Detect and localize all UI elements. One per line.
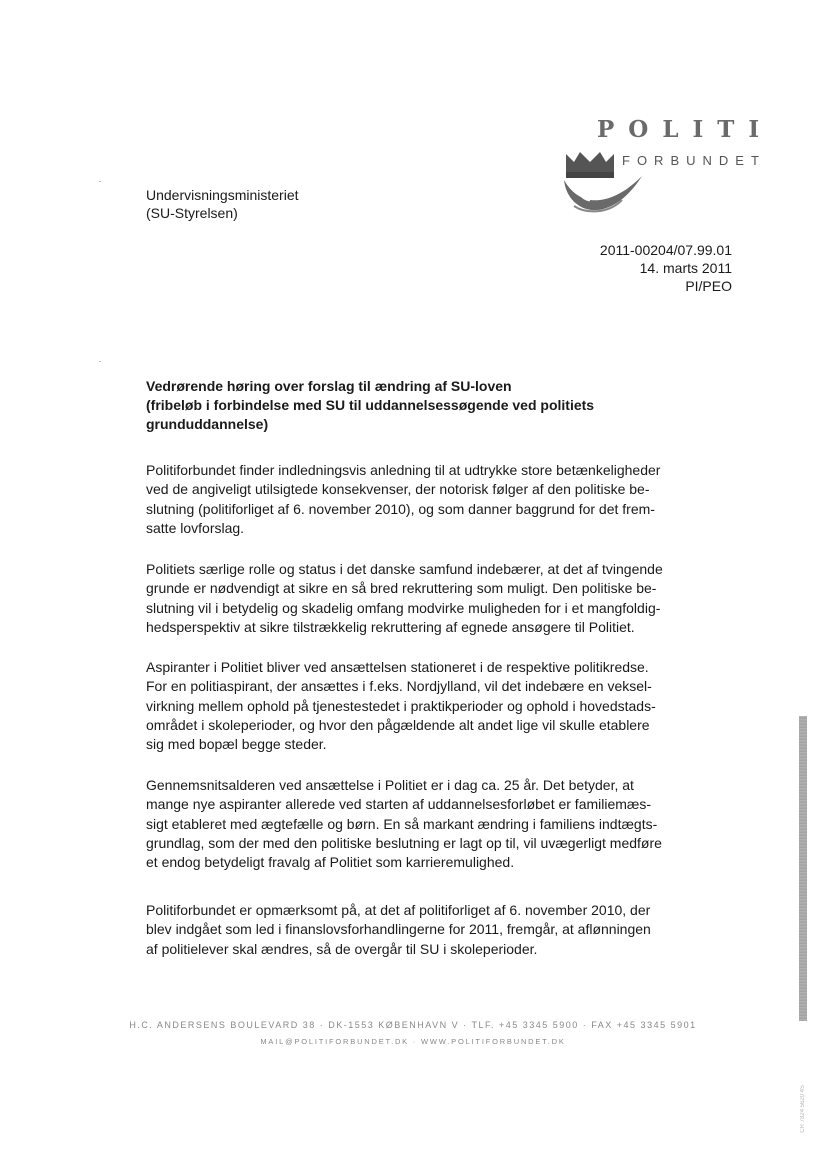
subject-line: grunduddannelse): [146, 416, 269, 432]
scan-code: CR 7824 5620 4S: [800, 1085, 806, 1133]
subject-line: (fribeløb i forbindelse med SU til uddannelsessøgende ved politiets: [146, 397, 595, 413]
paragraph-line: Aspiranter i Politiet bliver ved ansættelsen stationeret i de respektive politikredse.: [146, 659, 649, 675]
footer-contact: MAIL@POLITIFORBUNDET.DK · WWW.POLITIFORBUNDET.DK: [260, 1037, 566, 1046]
paragraph-line: For en politiaspirant, der ansættes i f.eks. Nordjylland, vil det indebære en veksel-: [146, 678, 652, 695]
paragraph-line: blev indgået som led i finanslovsforhandlingerne for 2011, fremgår, at aflønningen: [146, 921, 651, 938]
scan-edge-strip: [799, 716, 807, 1021]
body-paragraph-4: [146, 776, 736, 872]
subject-line: Vedrørende høring over forslag til ændring af SU-loven: [146, 378, 512, 394]
logo-subtitle: FORBUNDET: [622, 153, 766, 168]
body-paragraph-1: [146, 461, 736, 538]
recipient-name: Undervisningsministeriet: [146, 187, 299, 203]
paragraph-line: et endog betydeligt fravalg af Politiet som karrieremulighed.: [146, 854, 515, 871]
paragraph-line: mange nye aspiranter allerede ved starten af uddannelsesforløbet er familiemæs-: [146, 796, 652, 813]
paragraph-line: området i skoleperioder, og hvor den pågældende alt andet lige vil skulle etablere: [146, 716, 650, 733]
police-crown-emblem-icon: [560, 148, 645, 218]
paragraph-line: virkning mellem ophold på tjenestestedet i praktikperioder og ophold i hovedstads-: [146, 697, 656, 714]
sender-initials: PI/PEO: [685, 278, 732, 294]
recipient-department: (SU-Styrelsen): [146, 205, 238, 221]
body-paragraph-3: [146, 658, 736, 754]
body-paragraph-2: [146, 560, 736, 637]
paragraph-line: Gennemsnitsalderen ved ansættelse i Politiet er i dag ca. 25 år. Det betyder, at: [146, 777, 634, 793]
body-paragraph-5: [146, 901, 736, 959]
paragraph-line: slutning vil i betydelig og skadelig omfang modvirke muligheden for i et mangfoldig-: [146, 599, 661, 616]
subject-heading: [146, 377, 716, 434]
footer-address: H.C. ANDERSENS BOULEVARD 38 · DK-1553 KØBENHAVN V · TLF. +45 3345 5900 · FAX +45 3345 5901: [129, 1020, 697, 1030]
paragraph-line: grundlag, som der med den politiske beslutning er lagt op til, vil uvægerligt medføre: [146, 834, 662, 851]
paragraph-line: grunde er nødvendigt at sikre en så bred rekruttering som muligt. Den politiske be-: [146, 580, 657, 597]
paragraph-line: slutning (politiforliget af 6. november 2010), og som danner baggrund for det frem-: [146, 500, 655, 517]
paragraph-line: sig med bopæl begge steder.: [146, 736, 327, 753]
paragraph-line: hedsperspektiv at sikre tilstrækkelig rekruttering af egnede ansøgere til Politiet.: [146, 618, 635, 635]
paragraph-line: satte lovforslag.: [146, 519, 245, 536]
logo-wordmark: POLITI: [597, 116, 774, 143]
paragraph-line: Politiforbundet finder indledningsvis anledning til at udtrykke store betænkeligheder: [146, 462, 661, 478]
scan-speck: [99, 361, 101, 362]
paragraph-line: Politiforbundet er opmærksomt på, at det af politiforliget af 6. november 2010, der: [146, 902, 651, 918]
paragraph-line: Politiets særlige rolle og status i det danske samfund indebærer, at det af tvingende: [146, 561, 663, 577]
paragraph-line: ved de angiveligt utilsigtede konsekvenser, der notorisk følger af den politiske be-: [146, 481, 650, 498]
journal-number: 2011-00204/07.99.01: [599, 242, 732, 258]
letter-date: 14. marts 2011: [639, 260, 732, 276]
paragraph-line: sigt etableret med ægtefælle og børn. En så markant ændring i familiens indtægts-: [146, 815, 658, 832]
paragraph-line: af politielever skal ændres, så de overgår til SU i skoleperioder.: [146, 940, 538, 957]
scan-speck: [99, 181, 101, 182]
